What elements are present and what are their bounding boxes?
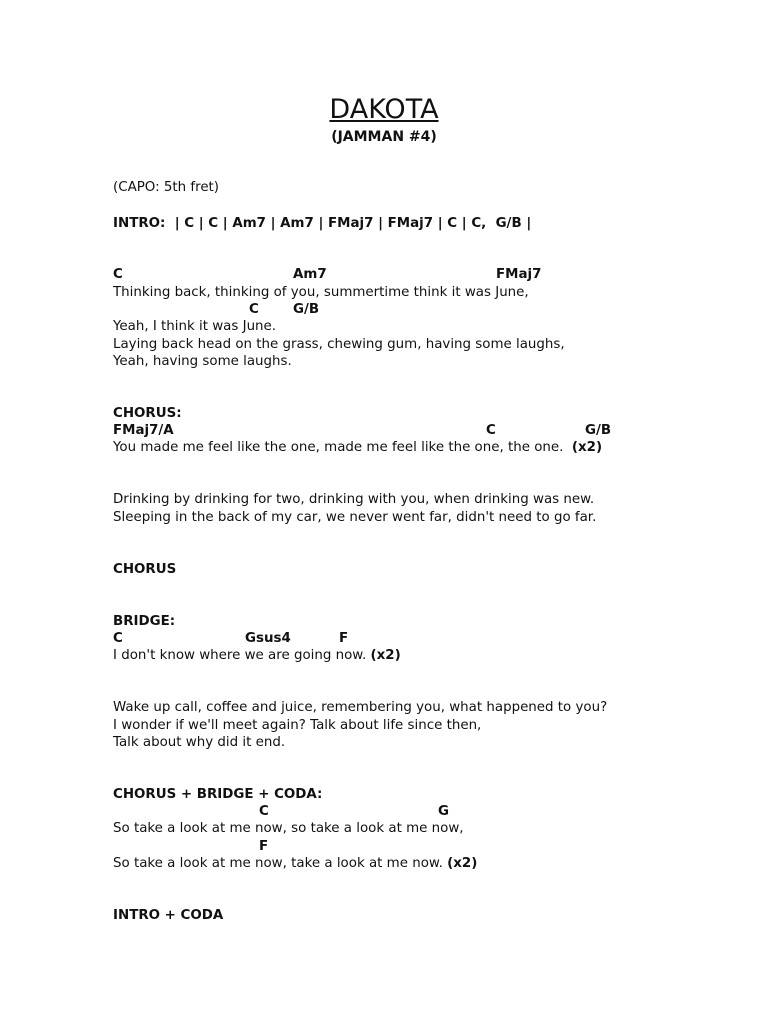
coda-lyric: So take a look at me now, take a look at me now. <box>113 856 443 871</box>
repeat-marker: (x2) <box>447 856 478 871</box>
lyric-line <box>113 439 602 456</box>
chord-bridge-gsus4: Gsus4 <box>245 631 291 646</box>
lyric-line: Yeah, I think it was June. <box>113 319 277 334</box>
lyric-line: Wake up call, coffee and juice, remembering you, what happened to you? <box>113 700 608 715</box>
chord-bridge-f: F <box>339 631 349 646</box>
lyric-line <box>113 855 477 872</box>
intro-line: INTRO: | C | C | Am7 | Am7 | FMaj7 | FMaj7 | C | C, G/B | <box>113 216 532 231</box>
chorus-lyric: You made me feel like the one, made me feel like the one, the one. <box>113 440 564 455</box>
lyric-line: Yeah, having some laughs. <box>113 354 292 369</box>
song-title: DAKOTA <box>329 94 439 125</box>
chord-v1-gb: G/B <box>293 302 320 317</box>
song-subtitle: (JAMMAN #4) <box>331 129 437 145</box>
chord-v1-am7: Am7 <box>293 267 327 282</box>
chord-v1-fmaj7: FMaj7 <box>496 267 542 282</box>
lyric-line <box>113 647 401 664</box>
chord-coda-f: F <box>259 839 269 854</box>
section-label-outro: INTRO + CODA <box>113 908 224 923</box>
lyric-line: Drinking by drinking for two, drinking with you, when drinking was new. <box>113 492 595 507</box>
chord-chorus-fmaj7a: FMaj7/A <box>113 423 174 438</box>
lyric-line: So take a look at me now, so take a look at me now, <box>113 821 464 836</box>
bridge-lyric: I don't know where we are going now. <box>113 648 367 663</box>
repeat-marker: (x2) <box>571 440 603 455</box>
lyric-line: Sleeping in the back of my car, we never went far, didn't need to go far. <box>113 510 597 525</box>
section-label-chorus: CHORUS: <box>113 406 182 421</box>
lyric-line: Thinking back, thinking of you, summertime think it was June, <box>113 285 529 300</box>
section-label-bridge: BRIDGE: <box>113 614 176 629</box>
lyric-line: Laying back head on the grass, chewing gum, having some laughs, <box>113 337 565 352</box>
chord-chorus-gb: G/B <box>585 423 612 438</box>
capo-note: (CAPO: 5th fret) <box>113 180 220 195</box>
chord-v1-c: C <box>113 267 123 282</box>
repeat-marker: (x2) <box>370 648 401 663</box>
lyric-line: I wonder if we'll meet again? Talk about life since then, <box>113 718 482 733</box>
section-label-coda: CHORUS + BRIDGE + CODA: <box>113 787 323 802</box>
section-label-chorus-ref: CHORUS <box>113 562 177 577</box>
chord-bridge-c: C <box>113 631 123 646</box>
lyric-line: Talk about why did it end. <box>113 735 286 750</box>
chord-chorus-c: C <box>486 423 496 438</box>
chord-coda-g: G <box>438 804 449 819</box>
chord-coda-c: C <box>259 804 269 819</box>
chord-v1-c2: C <box>249 302 259 317</box>
